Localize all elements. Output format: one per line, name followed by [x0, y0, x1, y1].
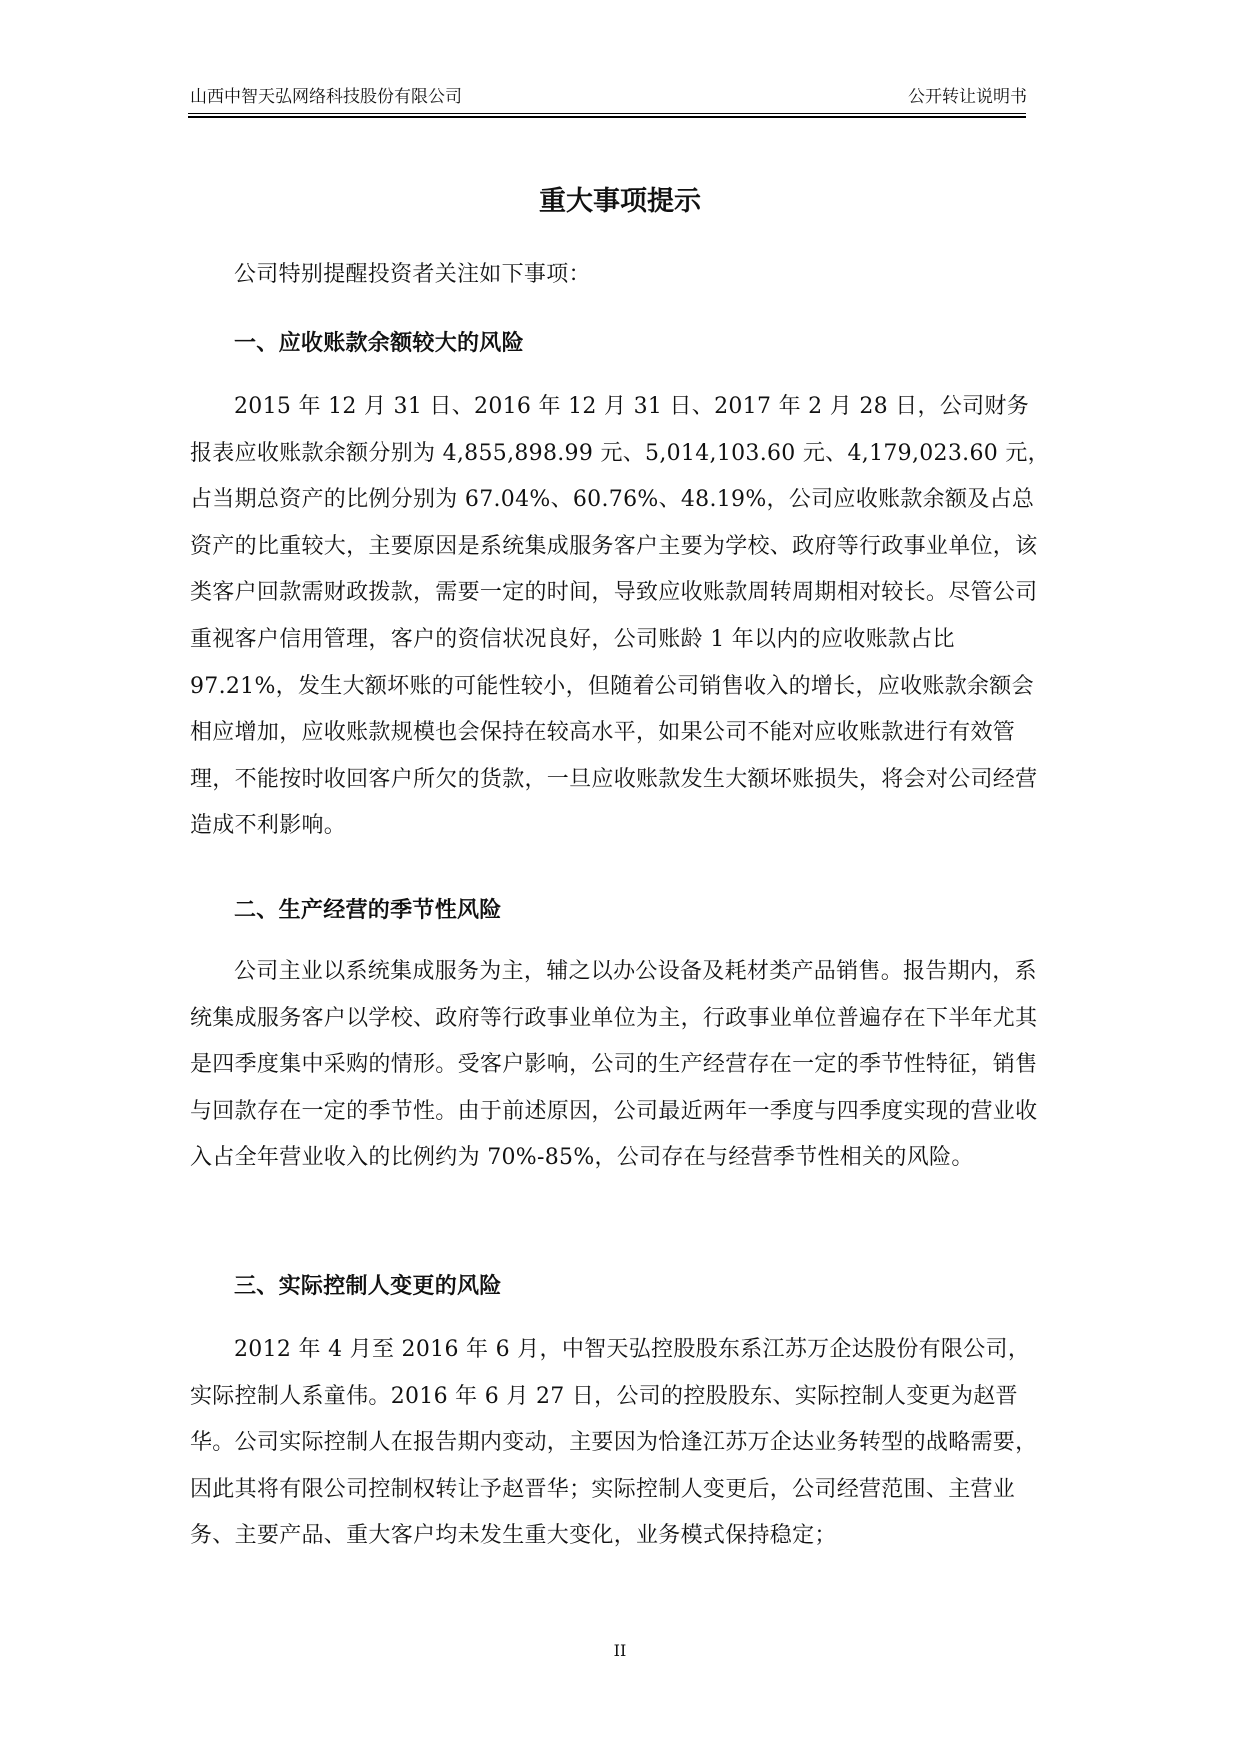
header-rule-thick: [188, 116, 1026, 118]
section-3-heading-block: [190, 1263, 1050, 1310]
section-1-heading: 一、应收账款余额较大的风险: [234, 330, 524, 356]
section-2-body-block: [190, 949, 1050, 1182]
page-number: II: [613, 1641, 627, 1660]
section-2-heading-block: [190, 887, 1050, 934]
header-rule-thin: [188, 113, 1026, 114]
section-2-heading: 二、生产经营的季节性风险: [234, 897, 502, 923]
intro-text: 公司特别提醒投资者关注如下事项：: [234, 262, 591, 287]
section-1-body-block: [190, 384, 1050, 850]
section-3-body: 2012 年 4 月至 2016 年 6 月，中智天弘控股股东系江苏万企达股份有限公司，实际控制人系童伟。2016 年 6 月 27 日，公司的控股股东、实际控制人变更为赵晋华。公司实际控制人在报告期内变动，主要因为恰逢江苏万企达业务转型的战略需要，因此其将有限公司控制权转让予赵晋华；实际控制人变更后，公司经营范围、主营业务、主要产品、重大客户均未发生重大变化，业务模式保持稳定；: [190, 1337, 1038, 1549]
page-title: 重大事项提示: [539, 186, 701, 217]
section-3-body-block: [190, 1327, 1050, 1560]
header-document-type: 公开转让说明书: [908, 87, 1027, 107]
section-2-body: 公司主业以系统集成服务为主，辅之以办公设备及耗材类产品销售。报告期内，系统集成服务客户以学校、政府等行政事业单位为主，行政事业单位普遍存在下半年尤其是四季度集中采购的情形。受客户影响，公司的生产经营存在一定的季节性特征，销售与回款存在一定的季节性。由于前述原因，公司最近两年一季度与四季度实现的营业收入占全年营业收入的比例约为 70%-85%，公司存在与经营季节性相关的风险。: [190, 959, 1038, 1171]
intro-paragraph: [190, 252, 1050, 299]
section-3-heading: 三、实际控制人变更的风险: [234, 1273, 502, 1299]
section-1-heading-block: [190, 320, 1050, 367]
header-company-name: 山西中智天弘网络科技股份有限公司: [190, 87, 462, 107]
section-1-body: 2015 年 12 月 31 日、2016 年 12 月 31 日、2017 年 2 月 28 日，公司财务报表应收账款余额分别为 4,855,898.99 元、5,014,103.60 元、4,179,023.60 元，占当期总资产的比例分别为 67.04%、60.76%、48.19%，公司应收账款余额及占总资产的比重较大，主要原因是系统集成服务客户主要为学校、政府等行政事业单位，该类客户回款需财政拨款，需要一定的时间，导致应收账款周转周期相对较长。尽管公司重视客户信用管理，客户的资信状况良好，公司账龄 1 年以内的应收账款占比 97.21%，发生大额坏账的可能性较小，但随着公司销售收入的增长，应收账款余额会相应增加，应收账款规模也会保持在较高水平，如果公司不能对应收账款进行有效管理，不能按时收回客户所欠的货款，一旦应收账款发生大额坏账损失，将会对公司经营造成不利影响。: [190, 394, 1050, 839]
